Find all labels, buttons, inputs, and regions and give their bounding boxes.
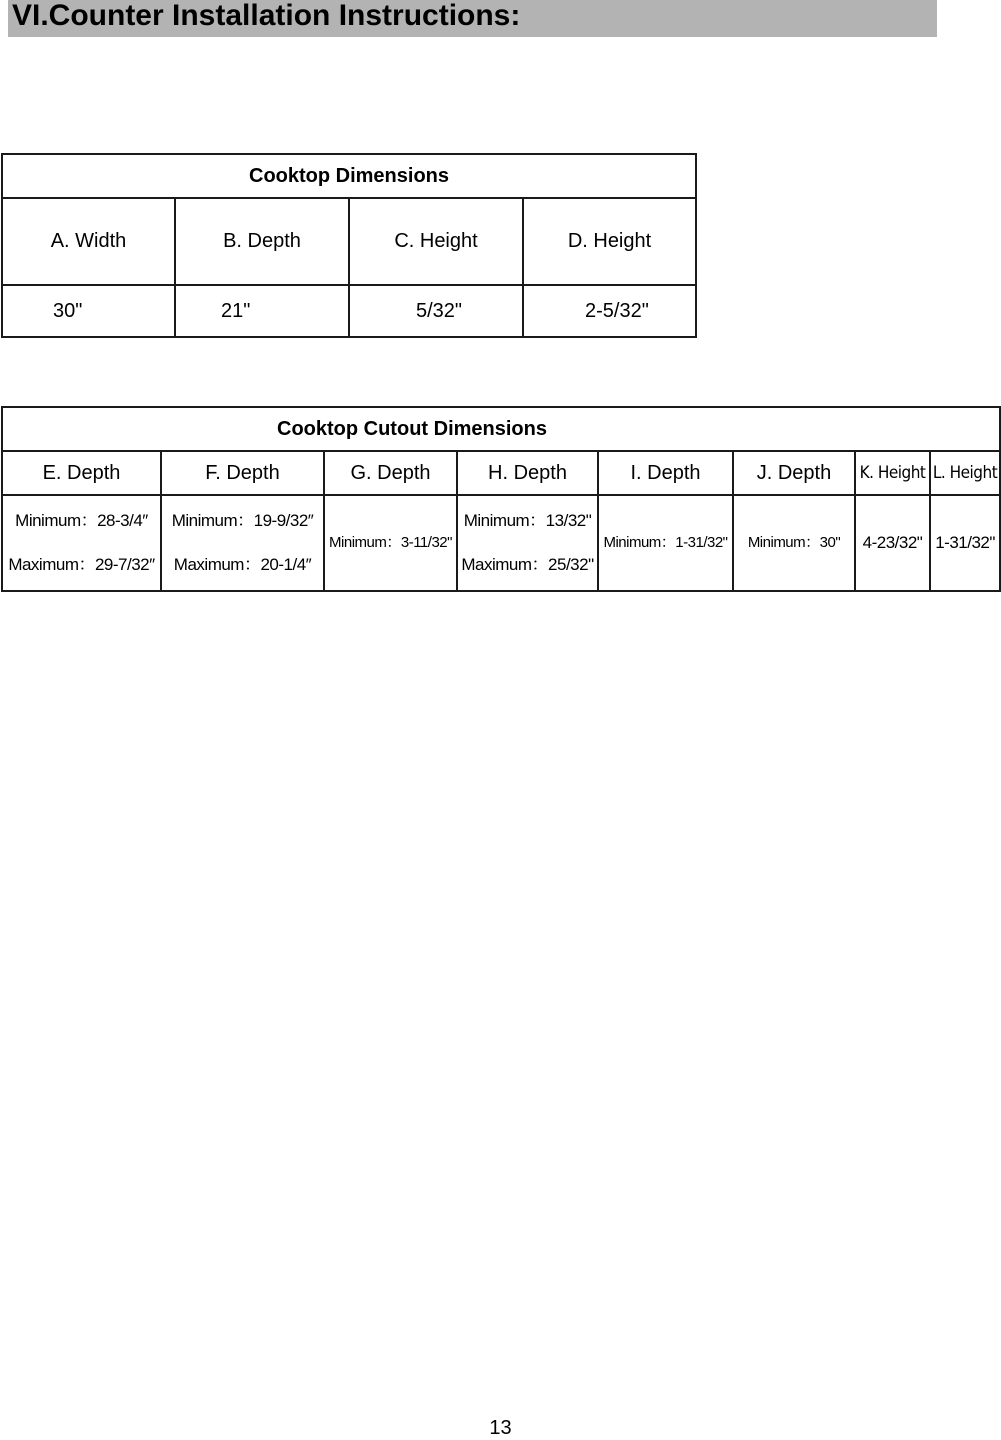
header-j-depth: J. Depth xyxy=(733,451,855,495)
header-h-depth: H. Depth xyxy=(457,451,598,495)
value-k-height xyxy=(855,495,930,591)
header-c-height: C. Height xyxy=(349,198,523,285)
value-e-max: Maximum：29-7/32″ xyxy=(8,555,155,574)
value-b-depth: 21" xyxy=(175,285,349,337)
header-g-depth: G. Depth xyxy=(324,451,457,495)
header-k-height: K. Height xyxy=(855,451,930,495)
value-c-height: 5/32" xyxy=(349,285,523,337)
cutout-dimensions-title: Cooktop Cutout Dimensions xyxy=(2,407,1000,451)
header-e-depth: E. Depth xyxy=(2,451,161,495)
value-h-depth xyxy=(457,495,598,591)
header-f-depth: F. Depth xyxy=(161,451,324,495)
value-h-max: Maximum：25/32" xyxy=(461,555,594,574)
value-e-min: Minimum：28-3/4″ xyxy=(15,511,148,530)
header-l-height: L. Height xyxy=(930,451,1000,495)
value-i-min: Minimum：1-31/32" xyxy=(603,534,728,551)
value-l-height xyxy=(930,495,1000,591)
value-f-max: Maximum：20-1/4″ xyxy=(173,555,312,574)
cooktop-dimensions-table xyxy=(1,153,697,338)
header-i-depth: I. Depth xyxy=(598,451,733,495)
cutout-dimensions-table xyxy=(1,406,1001,592)
page-number: 13 xyxy=(489,1417,512,1439)
section-title: VI.Counter Installation Instructions: xyxy=(8,0,937,37)
header-a-width: A. Width xyxy=(2,198,175,285)
value-g-depth xyxy=(324,495,457,591)
value-k: 4-23/32" xyxy=(862,533,923,552)
value-i-depth xyxy=(598,495,733,591)
value-f-depth xyxy=(161,495,324,591)
value-l: 1-31/32" xyxy=(935,533,995,552)
header-d-height: D. Height xyxy=(523,198,696,285)
header-b-depth: B. Depth xyxy=(175,198,349,285)
value-f-min: Minimum：19-9/32″ xyxy=(171,511,314,530)
value-d-height: 2-5/32" xyxy=(523,285,696,337)
value-e-depth xyxy=(2,495,161,591)
value-g-min: Minimum：3-11/32" xyxy=(329,534,452,551)
value-a-width: 30" xyxy=(2,285,175,337)
value-j-depth xyxy=(733,495,855,591)
cooktop-dimensions-title: Cooktop Dimensions xyxy=(2,154,696,198)
value-h-min: Minimum：13/32" xyxy=(463,511,592,530)
value-j-min: Minimum：30" xyxy=(747,534,841,551)
